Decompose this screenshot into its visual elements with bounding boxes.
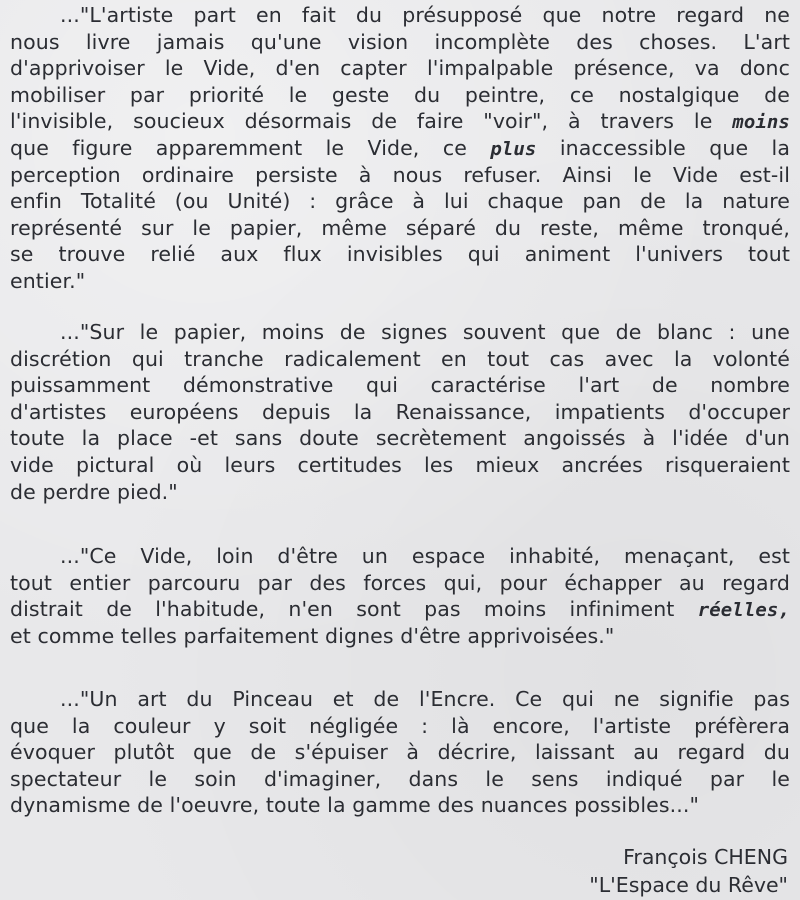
text-line-segment: inaccessible que la [559, 135, 791, 160]
text-line: que la couleur y soit négligée : là encore, l'artiste préfèrera [10, 713, 790, 738]
text-line: représenté sur le papier, même séparé du reste, même tronqué, [10, 215, 790, 240]
quote-paragraph-4 [10, 686, 790, 819]
text-line: vide pictural où leurs certitudes les mieux ancrées risqueraient [10, 452, 790, 477]
text-line: de perdre pied." [10, 479, 178, 504]
text-line: d'apprivoiser le Vide, d'en capter l'impalpable présence, va donc [10, 56, 790, 81]
quote-paragraph-1 [10, 2, 790, 295]
quote-paragraph-3 [10, 543, 790, 649]
text-line: ..."L'artiste part en fait du présupposé que notre regard ne [60, 3, 790, 27]
text-line: spectateur le soin d'imaginer, dans le sens indiqué par le [10, 766, 790, 791]
text-line-segment: distrait de l'habitude, n'en sont pas moins infiniment [10, 597, 675, 622]
emphasized-word-moins: moins [732, 111, 790, 134]
text-line-segment: l'invisible, soucieux désormais de faire "voir", à travers le [10, 109, 713, 134]
emphasized-word-plus: plus [490, 137, 537, 160]
text-line: dynamisme de l'oeuvre, toute la gamme des nuances possibles..." [10, 793, 700, 818]
text-line: se trouve relié aux flux invisibles qui animent l'univers tout [10, 242, 790, 267]
text-line: ..."Un art du Pinceau et de l'Encre. Ce qui ne signifie pas [60, 687, 790, 711]
text-line: d'artistes européens depuis la Renaissance, impatients d'occuper [10, 399, 790, 424]
text-line: nous livre jamais qu'une vision incomplète des choses. L'art [10, 29, 790, 54]
text-line: puissamment démonstrative qui caractérise l'art de nombre [10, 373, 790, 398]
text-line-segment: que figure apparemment le Vide, ce [10, 135, 467, 160]
text-line: entier." [10, 268, 86, 293]
emphasized-word-reelles: réelles, [697, 599, 790, 622]
text-line: tout entier parcouru par des forces qui, pour échapper au regard [10, 570, 790, 595]
text-line: ..."Sur le papier, moins de signes souvent que de blanc : une [60, 320, 790, 344]
text-line: mobiliser par priorité le geste du peintre, ce nostalgique de [10, 82, 790, 107]
text-line: toute la place -et sans doute secrètement angoissés à l'idée d'un [10, 426, 790, 451]
text-line [10, 596, 790, 623]
signature-author: François CHENG [623, 845, 788, 869]
text-line: évoquer plutôt que de s'épuiser à décrire, laissant au regard du [10, 740, 790, 765]
quote-paragraph-2 [10, 319, 790, 505]
text-line: discrétion qui tranche radicalement en tout cas avec la volonté [10, 346, 790, 371]
text-line [10, 108, 790, 135]
text-line: enfin Totalité (ou Unité) : grâce à lui chaque pan de la nature [10, 189, 790, 214]
signature-book-title: "L'Espace du Rêve" [589, 873, 788, 897]
text-line: ..."Ce Vide, loin d'être un espace inhabité, menaçant, est [60, 544, 790, 568]
text-line: et comme telles parfaitement dignes d'être apprivoisées." [10, 623, 615, 648]
text-line: perception ordinaire persiste à nous refuser. Ainsi le Vide est-il [10, 162, 790, 187]
text-line [10, 135, 790, 162]
